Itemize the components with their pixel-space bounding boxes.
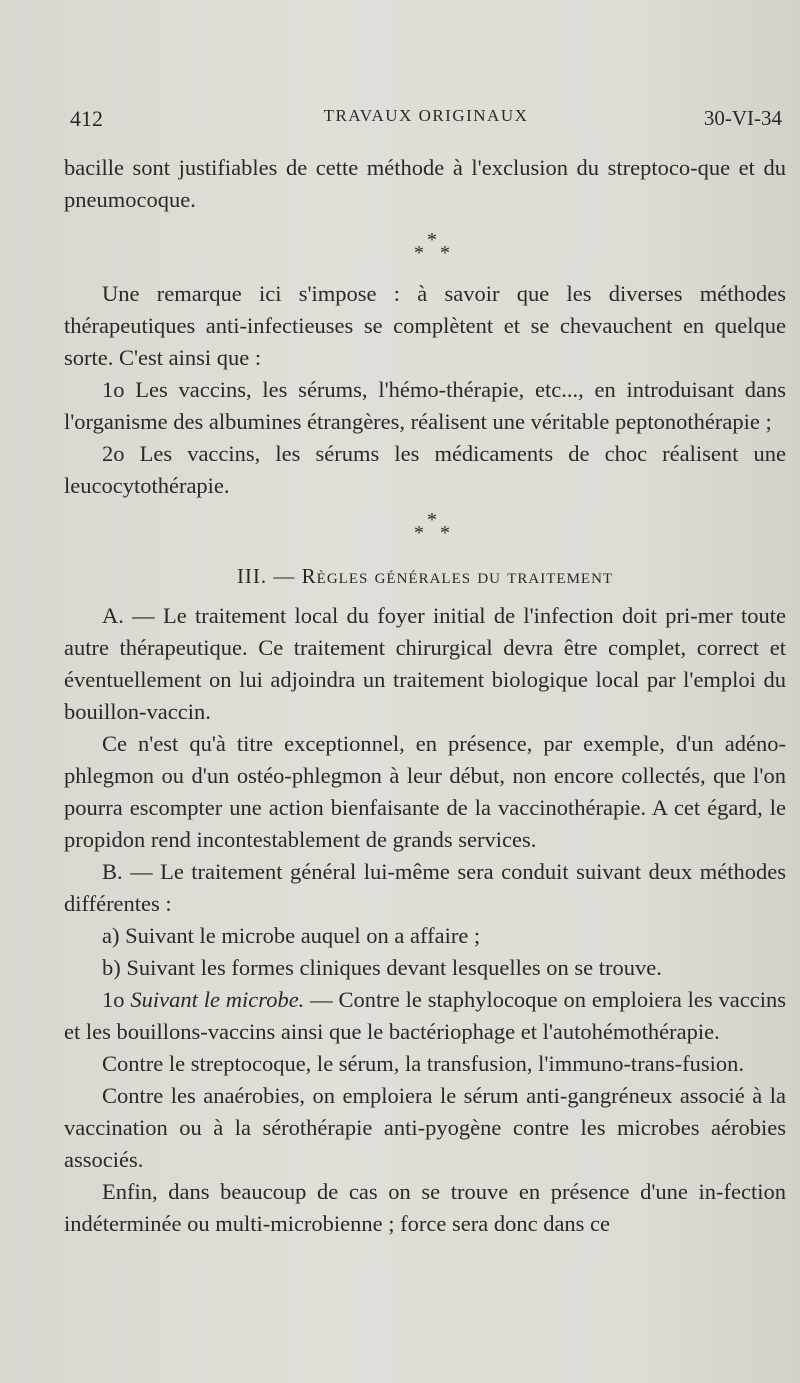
asterism-divider-1 bbox=[64, 216, 786, 278]
asterism-star: * bbox=[414, 522, 424, 544]
paragraph-10-lead: 1o bbox=[102, 987, 131, 1012]
asterism-divider-2 bbox=[64, 502, 786, 554]
section-title: III. — Règles générales du traitement bbox=[236, 564, 614, 588]
paragraph-12: Contre les anaérobies, on emploiera le sérum anti-gangréneux associé à la vaccination ou à la sérothérapie anti-pyogène contre les microbes aérobies associés. bbox=[64, 1083, 786, 1172]
paragraph-13: Enfin, dans beaucoup de cas on se trouve en présence d'une in-fection indéterminée ou multi-microbienne ; force sera donc dans ce bbox=[64, 1179, 786, 1236]
list-item-a: a) Suivant le microbe auquel on a affaire ; bbox=[102, 923, 481, 948]
asterism-star: * bbox=[427, 509, 437, 531]
paragraph-3: 1o Les vaccins, les sérums, l'hémo-thérapie, etc..., en introduisant dans l'organisme des albumines étrangères, réalisent une véritable peptonothérapie ; bbox=[64, 377, 786, 434]
issue-date: 30-VI-34 bbox=[703, 106, 782, 130]
asterism-star: * bbox=[414, 242, 424, 264]
page-header bbox=[70, 106, 782, 136]
running-title: TRAVAUX ORIGINAUX bbox=[323, 106, 529, 125]
paragraph-5: A. — Le traitement local du foyer initial de l'infection doit pri-mer toute autre thérapeutique. Ce traitement chirurgical devra être complet, correct et éventuellement on lui adjoindra un traitement biologique local par l'emploi du bouillon-vaccin. bbox=[64, 603, 786, 724]
article-body bbox=[64, 152, 786, 1240]
paragraph-4: 2o Les vaccins, les sérums les médicaments de choc réalisent une leucocytothérapie. bbox=[64, 441, 786, 498]
asterism-star: * bbox=[440, 522, 450, 544]
list-item-b: b) Suivant les formes cliniques devant lesquelles on se trouve. bbox=[102, 955, 662, 980]
asterism-star: * bbox=[427, 229, 437, 251]
paragraph-2: Une remarque ici s'impose : à savoir que les diverses méthodes thérapeutiques anti-infectieuses se complètent et se chevauchent en quelque sorte. C'est ainsi que : bbox=[64, 281, 786, 370]
page-number: 412 bbox=[70, 106, 103, 131]
paragraph-1: bacille sont justifiables de cette méthode à l'exclusion du streptoco-que et du pneumocoque. bbox=[64, 155, 786, 212]
paragraph-10 bbox=[64, 984, 786, 1048]
paragraph-10-italic: Suivant le microbe. bbox=[130, 987, 305, 1012]
asterism-star: * bbox=[440, 242, 450, 264]
paragraph-6: Ce n'est qu'à titre exceptionnel, en présence, par exemple, d'un adéno-phlegmon ou d'un ostéo-phlegmon à leur début, non encore collectés, que l'on pourra escompter une action bienfaisante de la vaccinothérapie. A cet égard, le propidon rend incontestablement de grands services. bbox=[64, 731, 786, 852]
paragraph-11: Contre le streptocoque, le sérum, la transfusion, l'immuno-trans-fusion. bbox=[102, 1051, 745, 1076]
paragraph-7: B. — Le traitement général lui-même sera conduit suivant deux méthodes différentes : bbox=[64, 859, 786, 916]
paragraph-10-rest: — Contre le staphylocoque on emploiera les vaccins et les bouillons-vaccins ainsi que le bactériophage et l'autohémothérapie. bbox=[64, 987, 786, 1044]
